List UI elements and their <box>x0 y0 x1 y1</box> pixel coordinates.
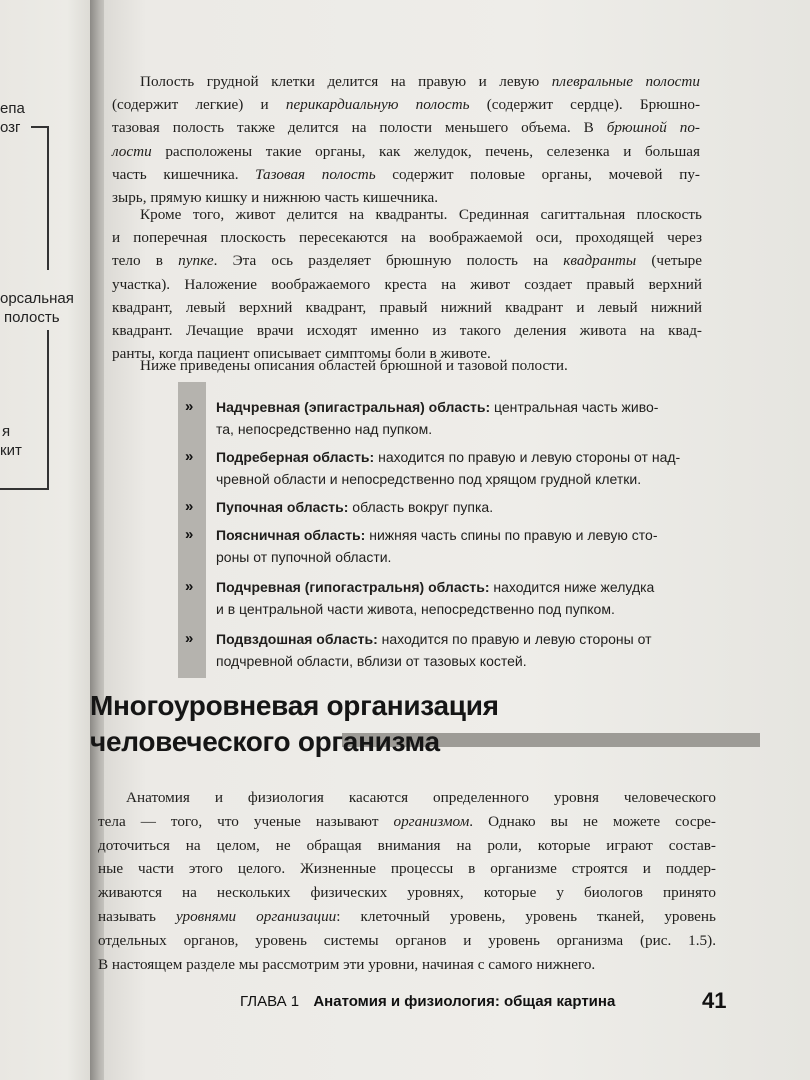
bullet-text: нижняя часть спины по правую и левую сто- <box>365 527 658 543</box>
bullet-text: и в центральной части живота, непосредственно под пупком. <box>216 601 615 617</box>
list-item <box>178 576 726 620</box>
text-run: ные части этого целого. Жизненные процессы в организме строятся и поддер- <box>98 860 716 878</box>
bullet-marker-icon: » <box>185 398 194 415</box>
italic-term: организмом <box>393 812 470 830</box>
paragraph-quadrants <box>112 203 702 365</box>
italic-term: брюшной по- <box>606 119 700 137</box>
text-line <box>112 116 700 139</box>
italic-term: уровнями организации <box>175 907 337 925</box>
italic-term: Тазовая полость <box>255 165 376 183</box>
bullet-text: находится по правую и левую стороны от над- <box>374 449 681 465</box>
text-line <box>112 354 702 377</box>
regions-bullet-list <box>178 382 726 678</box>
text-run: зырь, прямую кишку и нижнюю часть кишечника. <box>112 188 439 206</box>
italic-term: квадранты <box>563 252 637 270</box>
text-run: (содержит сердце). Брюшно- <box>469 96 700 114</box>
bullet-text: роны от пупочной области. <box>216 549 392 565</box>
text-run: участка). Наложение воображаемого креста на живот создает правый верхний <box>112 275 702 293</box>
bullet-text: та, непосредственно над пупком. <box>216 421 433 437</box>
text-line <box>98 834 716 858</box>
text-run: называть <box>98 907 176 925</box>
text-run: : клеточный уровень, уровень тканей, уровень <box>336 907 716 925</box>
bullet-term: Подчревная (гипогастральня) область: <box>216 579 490 595</box>
left-page-fragment: кит <box>0 442 22 459</box>
bullet-text: чревной области и непосредственно под хрящом грудной клетки. <box>216 471 642 487</box>
text-run: (четыре <box>636 252 702 270</box>
section-heading-line: человеческого организма <box>90 726 440 757</box>
text-run: и поперечная плоскость пересекаются на воображаемой оси, проходящей через <box>112 229 702 247</box>
text-run: тело в <box>112 252 179 270</box>
text-line <box>98 929 716 953</box>
text-run: (содержит легкие) и <box>112 96 286 114</box>
text-line <box>112 249 702 272</box>
text-run: . Однако вы не можете сосре- <box>469 812 716 830</box>
text-line <box>98 953 716 977</box>
diagram-bracket-line <box>0 488 49 490</box>
text-run: тела — того, что ученые называют <box>98 812 394 830</box>
paragraph-cavities <box>112 70 700 209</box>
text-line <box>112 140 700 163</box>
footer-title: Анатомия и физиология: общая картина <box>313 993 616 1010</box>
bullet-term: Подреберная область: <box>216 449 375 465</box>
text-line <box>98 810 716 834</box>
page-footer <box>240 993 720 1010</box>
bullet-marker-icon: » <box>185 630 194 647</box>
text-run: ранты, когда пациент описывает симптомы боли в животе. <box>112 345 491 363</box>
left-page-fragment: епа <box>0 100 25 117</box>
bullet-marker-icon: » <box>185 448 194 465</box>
text-run: Ниже приведены описания областей брюшной и тазовой полости. <box>140 357 568 374</box>
list-item <box>178 496 726 518</box>
diagram-bracket-line <box>47 330 49 490</box>
list-item <box>178 628 726 672</box>
text-line <box>98 881 716 905</box>
text-run: часть кишечника. <box>112 165 256 183</box>
text-run: расположены такие органы, как желудок, печень, селезенка и большая <box>151 142 700 160</box>
bullet-term: Пупочная область: <box>216 499 349 515</box>
text-run: Анатомия и физиология касаются определенного уровня человеческого <box>126 789 716 806</box>
left-page-fragment: орсальная <box>0 290 74 307</box>
text-line <box>112 70 700 93</box>
text-line <box>112 226 702 249</box>
footer-chapter: ГЛАВА 1 <box>240 993 300 1010</box>
bullet-marker-icon: » <box>185 578 194 595</box>
italic-term: лости <box>112 142 152 160</box>
text-line <box>112 93 700 116</box>
text-run: отдельных органов, уровень системы органов и уровень организма (рис. 1.5). <box>98 931 716 949</box>
text-run: доточиться на целом, не обращая внимания на роли, которые играют состав- <box>98 836 716 854</box>
text-run: квадрант. Лечащие врачи исходят именно из такого деления живота на квад- <box>112 321 702 339</box>
text-run: квадрант, левый верхний квадрант, правый нижний квадрант и левый нижний <box>112 298 702 316</box>
text-run: В настоящем разделе мы рассмотрим эти уровни, начиная с самого нижнего. <box>98 955 596 973</box>
bullet-term: Поясничная область: <box>216 527 366 543</box>
text-run: Кроме того, живот делится на квадранты. Срединная сагиттальная плоскость <box>140 206 702 223</box>
book-page <box>90 0 810 1080</box>
text-line <box>98 786 716 810</box>
section-heading <box>90 688 630 760</box>
italic-term: плевральные полости <box>551 73 700 90</box>
bullet-text: подчревной области, вблизи от тазовых костей. <box>216 653 527 669</box>
bullet-text: находится ниже желудка <box>489 579 655 595</box>
text-run: тазовая полость также делится на полости меньшего объема. В <box>112 119 607 137</box>
text-run: живаются на нескольких физических уровнях, которые у биологов принято <box>98 884 716 902</box>
left-page-fragment: я <box>2 423 11 440</box>
bullet-text: находится по правую и левую стороны от <box>377 631 652 647</box>
italic-term: пупке <box>178 252 214 270</box>
bullet-text: область вокруг пупка. <box>348 499 494 515</box>
text-line <box>98 905 716 929</box>
left-page-fragment: полость <box>4 309 60 326</box>
list-item <box>178 446 726 490</box>
text-line <box>112 163 700 186</box>
text-line <box>112 296 702 319</box>
list-item <box>178 396 726 440</box>
text-run: содержит половые органы, мочевой пу- <box>375 165 700 183</box>
italic-term: перикардиальную полость <box>285 96 470 114</box>
bullet-text: центральная часть живо- <box>490 399 659 415</box>
list-item <box>178 524 726 568</box>
bullet-term: Надчревная (эпигастральная) область: <box>216 399 491 415</box>
text-line <box>112 203 702 226</box>
bullet-marker-icon: » <box>185 526 194 543</box>
text-line <box>98 857 716 881</box>
diagram-bracket-line <box>47 126 49 270</box>
text-run: . Эта ось разделяет брюшную полость на <box>213 252 564 270</box>
bullet-term: Подвздошная область: <box>216 631 378 647</box>
paragraph-regions-intro <box>112 354 702 377</box>
page-number: 41 <box>702 988 727 1013</box>
left-page-fragment: озг <box>0 119 21 136</box>
section-heading-line: Многоуровневая организация <box>90 690 499 721</box>
text-run: Полость грудной клетки делится на правую и левую <box>140 73 552 90</box>
text-line <box>112 319 702 342</box>
left-page-edge <box>0 0 96 1080</box>
paragraph-organization-levels <box>98 786 716 976</box>
bullet-marker-icon: » <box>185 498 194 515</box>
text-line <box>112 273 702 296</box>
